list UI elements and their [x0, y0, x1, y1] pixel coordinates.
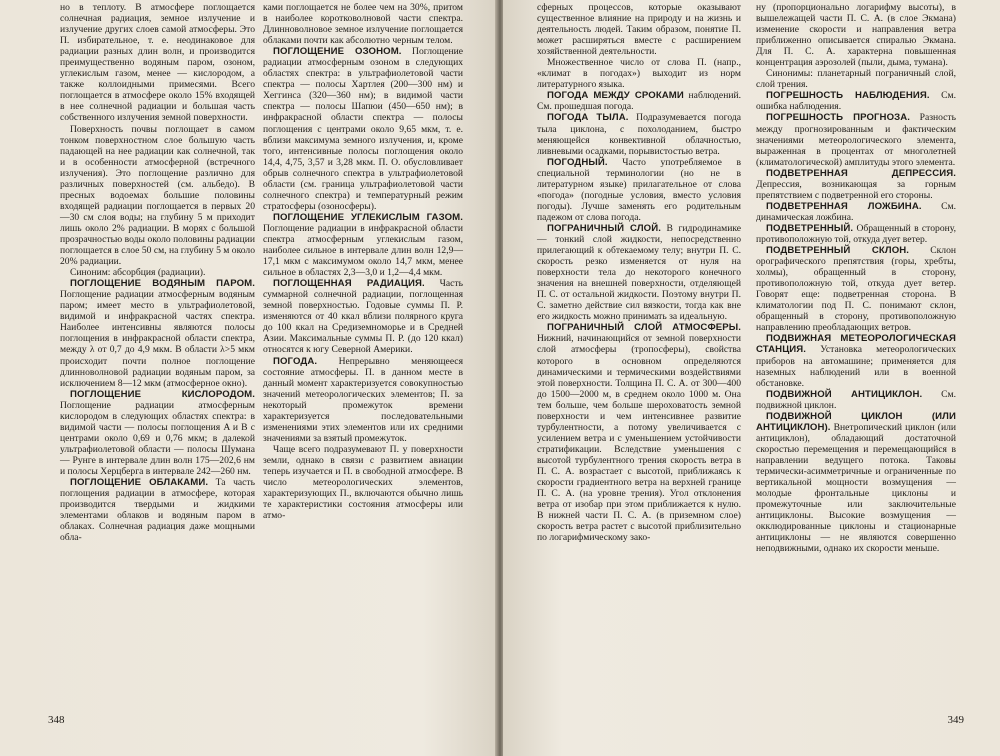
entry-headword: ПОГЛОЩЕНИЕ ВОДЯНЫМ ПАРОМ. [70, 278, 255, 290]
entry-headword: ПОГЛОЩЕНИЕ КИСЛОРОДОМ. [70, 388, 255, 400]
paragraph: Множественное число от слова П. (напр., «климат в погодах») выходит из норм литературного языка. [537, 57, 741, 91]
entry-headword: ПОГЛОЩЕНИЕ ОЗОНОМ. [273, 46, 402, 58]
entry-headword: ПОГРАНИЧНЫЙ СЛОЙ. [547, 222, 661, 234]
paragraph: Синонимы: планетарный пограничный слой, слой трения. [756, 68, 956, 91]
entry-headword: ПОДВЕТРЕННЫЙ. [766, 222, 854, 234]
entry-text: Внетропический циклон (или антициклон), обладающий достаточной скоростью перемещения и перемещающийся в направлении ведущего потока. Таковы термически-асимметричные и ограниченные по вертикальной мощности возмущения — молодые фронтальные циклоны и промежуточные или заключительные антициклоны. Высокие возмущения — окклюдированные циклоны и стационарные антициклоны — не являются совершенно неподвижными, однако их скорости меньше. [756, 421, 957, 555]
entry-text: Часто употребляемое в специальной терминологии (но не в литературном языке) прилагательное от слова «погода» (погодные условия, вместо условия погоды). Лучше заменять его родительным падежом от слова погода. [537, 156, 741, 223]
entry-headword: ПОДВЕТРЕННАЯ ЛОЖБИНА. [766, 200, 922, 212]
entry-pogloschenie-ozonom [263, 46, 463, 212]
paragraph: Поверхность почвы поглощает в самом тонком поверхностном слое большую часть падающей на нее радиации как солнечной, так и в особенности атмосферной (встречного излучения). Это поглощение различно для различных поверхностей (см. альбедо). В пресных водоемах большие половины входящей радиации поглощается в первых 20—30 см слоя воды; на глубину 5 м приходит лишь около 2% радиации. В морях с большой прозрачностью воды около половины радиации поглощается в слое 50 см, на глубину 5 м около 20% радиации. [60, 123, 255, 268]
entry-text: Поглощение радиации атмосферным озоном в следующих областях спектра: в ультрафиолетовой части спектра — полосы Хартлея (200—300 нм) и Хеггинса (320—360 нм); в видимой части спектра — полосы Шапюи (450—650 нм); в инфракрасной области спектра — полосы поглощения с центрами около 9,65 мкм, т. е. вблизи максимума земного излучения, и, кроме того, интенсивные полосы поглощения около 14,4, 4,75, 3,57 и 3,28 мкм. П. О. обусловливает обрыв солнечного спектра в ультрафиолетовой области (см. граница ультрафиолетовой части солнечного спектра) и температурный режим стратосферы (озоносферы). [263, 46, 463, 212]
entry-pogoda [263, 356, 463, 444]
paragraph: Чаще всего подразумевают П. у поверхности земли, однако в связи с развитием авиации теперь изучается и П. в свободной атмосфере. В число метеорологических элементов, характеризующих П., включаются обычно лишь те характеристики состояния атмосферы или атмо- [263, 443, 463, 522]
entry-text: Депрессия, возникающая за горным препятствием с подветренной его стороны. [756, 178, 956, 201]
entry-headword: ПОГОДА ТЫЛА. [547, 112, 629, 124]
right-page [503, 0, 1000, 756]
entry-pogloschenie-oblakami [60, 477, 255, 543]
entry-text: См. динамическая ложбина. [756, 200, 956, 223]
page-number: 348 [48, 714, 65, 726]
entry-pogloschenie-uglekislym-gazom [263, 212, 463, 278]
entry-pogodnyi [537, 157, 741, 223]
entry-text: Непрерывно меняющееся состояние атмосферы. П. в данном месте в данный момент характеризуется совокупностью значений метеорологических элементов; П. за некоторый промежуток времени характеризуется последовательными изменениями этих элементов или их средними значениями за взятый промежуток. [263, 355, 463, 444]
entry-text: Склон орографического препятствия (горы, хребты, холмы), обращенный в сторону, противоположную той, откуда дует ветер. Говорят еще: подветренная сторона. В климатологии под П. С. понимают склон, обращенный в сторону, противоположную направлению преобладающих ветров. [756, 245, 956, 334]
entry-headword: ПОДВИЖНОЙ ЦИКЛОН (ИЛИ АНТИЦИКЛОН). [756, 410, 956, 433]
entry-headword: ПОГЛОЩЕННАЯ РАДИАЦИЯ. [273, 278, 425, 290]
entry-pogoda-mezhdu-srokami [537, 90, 741, 112]
entry-text: См. ошибка наблюдения. [756, 90, 956, 113]
entry-pogranichnyi-sloi-atmosfery [537, 322, 741, 543]
entry-pogloschennaya-radiatsiya [263, 278, 463, 355]
entry-headword: ПОГОДНЫЙ. [547, 156, 608, 168]
entry-pogranichnyi-sloi [537, 223, 741, 322]
entry-podvizhnoi-tsiklon [756, 411, 956, 555]
entry-text: Нижний, начинающийся от земной поверхности слой атмосферы (тропосферы), свойства которого в основном определяются динамическими и термическими воздействиями этой поверхности. Толщина П. С. А. от 300—400 до 1500—2000 м, в среднем около 1000 м. Она тем больше, чем больше шероховатость земной поверхности и чем интенсивнее развитие турбулентности, а потому увеличивается с усилением ветра и с уменьшением устойчивости стратификации. Вследствие уменьшения с высотой турбулентного трения скорость ветра в П. С. А. возрастает с высотой, приближаясь к скорости градиентного ветра на верхней границе П. С. А. (на уровне трения). Угол отклонения ветра от изобар при этом приближается к нулю. В нижней части П. С. А. (в приземном слое) скорость ветра растет с высотой приблизительно по логарифмическому зако- [537, 333, 741, 544]
left-column-2 [263, 2, 463, 521]
entry-headword: ПОДВЕТРЕННАЯ ДЕПРЕССИЯ. [766, 167, 956, 179]
entry-podvetrennyi-sklon [756, 245, 956, 333]
entry-headword: ПОДВЕТРЕННЫЙ СКЛОН. [766, 245, 910, 257]
entry-text: наблюдений. См. прошедшая погода. [537, 90, 741, 113]
entry-text: Обращенный в сторону, противоположную той, откуда дует ветер. [756, 222, 956, 245]
paragraph: ну (пропорционально логарифму высоты), в вышележащей части П. С. А. (в слое Экмана) изменение скорости и направления ветра приближенно описывается спиралью Экмана. Для П. С. А. характерна повышенная концентрация аэрозолей (пыли, дыма, тумана). [756, 2, 956, 69]
entry-text: Поглощение радиации в инфракрасной области спектра атмосферным углекислым газом, наиболее сильное в интервале длин волн 12,9—17,1 мкм с максимумом около 14,7 мкм, менее сильное в областях 2,3—3,0 и 1,2—4,4 мкм. [263, 222, 463, 279]
paragraph: но в теплоту. В атмосфере поглощается солнечная радиация, земное излучение и излучение других слоев самой атмосферы. Это П. избирательное, т. е. неодинаковое для радиации разных длин волн, и производится преимущественно водяным паром, озоном, углекислым газом, менее — кислородом, а также коллоидными примесями. Всего поглощается в атмосфере около 15% входящей в нее солнечной радиации и большая часть собственного излучения земной поверхности. [60, 2, 255, 124]
page-number: 349 [947, 714, 964, 726]
entry-podvetrennaya-lozhbina [756, 201, 956, 223]
entry-headword: ПОГРАНИЧНЫЙ СЛОЙ АТМОСФЕРЫ. [547, 322, 741, 334]
left-column-1 [60, 2, 255, 543]
entry-text: Часть суммарной солнечной радиации, поглощенная земной поверхностью. Годовые суммы П. Р. изменяются от 40 ккал вблизи полярного круга до 100 ккал на Средиземноморье и в Средней Азии. Максимальные суммы П. Р. (до 120 ккал) относятся к югу Северной Америки. [263, 278, 463, 356]
entry-headword: ПОГОДА МЕЖДУ СРОКАМИ [547, 90, 684, 102]
entry-pogoda-tyla [537, 112, 741, 156]
entry-podvetrennaya-depressiya [756, 168, 956, 201]
entry-pogloschenie-vodyanym-parom [60, 278, 255, 388]
left-page [0, 0, 497, 756]
entry-pogloschenie-kislorodom [60, 389, 255, 477]
entry-text: Установка метеорологических приборов на автомашине; применяется для наземных наблюдений или в военной обстановке. [756, 344, 956, 389]
entry-headword: ПОДВИЖНОЙ АНТИЦИКЛОН. [766, 388, 923, 400]
entry-headword: ПОДВИЖНАЯ МЕТЕОРОЛОГИЧЕСКАЯ СТАНЦИЯ. [756, 333, 956, 356]
right-column-1 [537, 2, 741, 543]
entry-text: В гидродинамике — тонкий слой жидкости, непосредственно прилегающий к обтекаемому телу; внутри П. С. скорость резко изменяется от нуля на поверхности тела до некоторого конечного значения на внешней поверхности, отделяющей П. С. от остальной жидкости. Поэтому внутри П. С. заметно действие сил вязкости, тогда как вне его жидкость можно принимать за идеальную. [537, 222, 742, 323]
entry-podvetrennyi [756, 223, 956, 245]
entry-text: Подразумевается погода тыла циклона, с похолоданием, быстро меняющейся конвективной облачностью, ливневыми осадками, порывистостью ветра. [537, 112, 741, 157]
entry-podvizhnoi-antitsiklon [756, 389, 956, 411]
entry-pogreshnost-nablyudeniya [756, 90, 956, 112]
right-column-2 [756, 2, 956, 554]
entry-text: См. подвижной циклон. [756, 388, 956, 411]
entry-podvizhnaya-meteostantsiya [756, 333, 956, 388]
paragraph: Синоним: абсорбция (радиации). [70, 267, 206, 279]
entry-text: Поглощение радиации атмосферным кислородом в следующих областях спектра: в видимой части — полосы поглощения A и B с центрами около 0,69 и 0,76 мкм; в далекой ультрафиолетовой области — полосы Шумана — Рунге в интервале длин волн 175—202,6 нм и полосы Херцберга в интервале 242—260 нм. [60, 399, 255, 477]
entry-text: Поглощение радиации атмосферным водяным паром; имеет место в ультрафиолетовой, видимой и инфракрасной частях спектра. Наиболее интенсивны являются полосы поглощения в инфракрасной области спектра, между λ от 0,7 до 4,9 мкм. В области λ>5 мкм происходит почти полное поглощение длинноволновой радиации водяным паром, за исключением 8—12 мкм (атмосферное окно). [60, 289, 255, 389]
entry-headword: ПОГРЕШНОСТЬ НАБЛЮДЕНИЯ. [766, 90, 930, 102]
entry-text: Разность между прогнозированным и фактическим значениями метеорологического элемента, выраженная в процентах от многолетней (климатологической) амплитуды этого элемента. [756, 112, 956, 168]
entry-headword: ПОГЛОЩЕНИЕ ОБЛАКАМИ. [70, 477, 209, 489]
entry-text: Та часть поглощения радиации в атмосфере, которая производится твердыми и жидкими элементами облаков и водяным паром в облаках. Солнечная радиация даже мощными обла- [60, 477, 255, 544]
entry-pogreshnost-prognoza [756, 112, 956, 167]
paragraph: сферных процессов, которые оказывают существенное влияние на природу и на жизнь и деятельность людей. Таким образом, понятие П. может расширяться вместе с расширением хозяйственной деятельности. [537, 2, 741, 58]
entry-headword: ПОГЛОЩЕНИЕ УГЛЕКИСЛЫМ ГАЗОМ. [273, 211, 463, 223]
paragraph: ками поглощается не более чем на 30%, притом в наиболее коротковолновой части спектра. Длинноволновое земное излучение поглощается облаками почти как абсолютно черным телом. [263, 2, 463, 47]
entry-headword: ПОГРЕШНОСТЬ ПРОГНОЗА. [766, 112, 911, 124]
entry-headword: ПОГОДА. [273, 355, 318, 367]
